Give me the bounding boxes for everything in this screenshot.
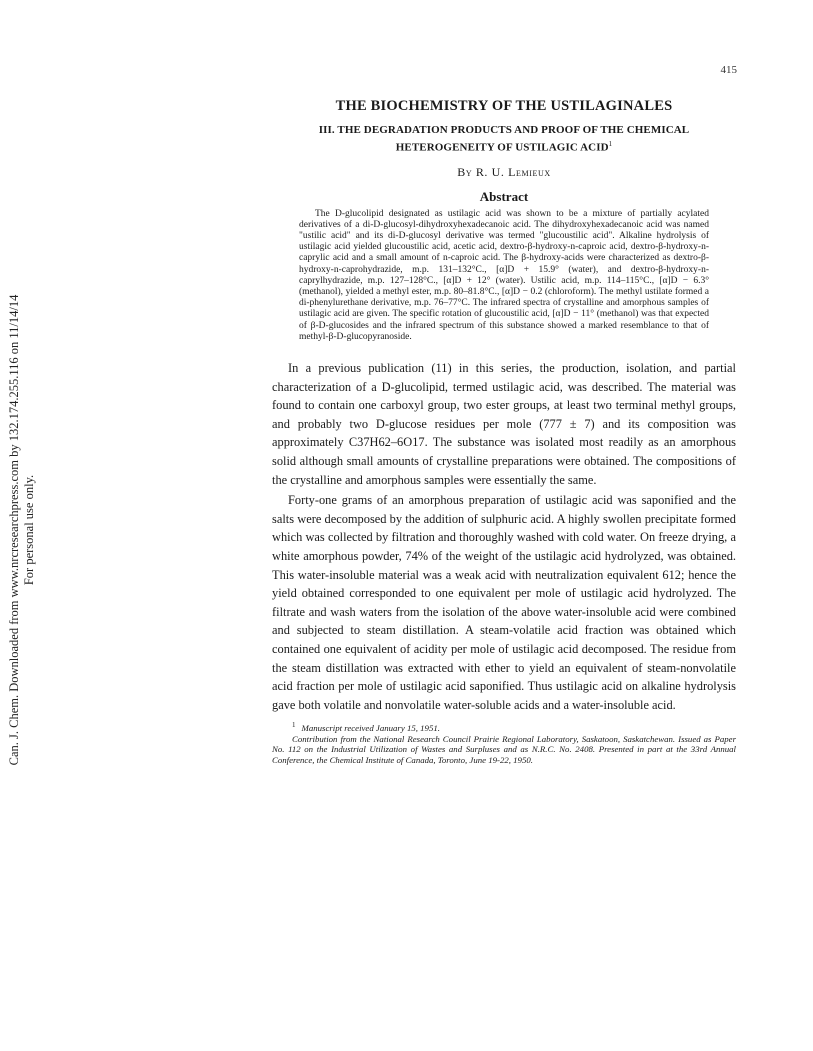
article-content: [272, 97, 736, 765]
side-note-line2: For personal use only.: [22, 474, 36, 586]
subtitle-line1: III. THE DEGRADATION PRODUCTS AND PROOF OF THE CHEMICAL: [318, 124, 690, 136]
body-paragraph-1: In a previous publication (11) in this series, the production, isolation, and partial characterization of a D-glucolipid, termed ustilagic acid, was described. The material was found to contain one carboxyl group, two ester groups, at least two terminal methyl groups, and probably two D-glucose residues per mole (777 ± 7) and its composition was approximately C37H62–6O17. The substance was isolated most readily as an amorphous solid although small amounts of crystalline preparations were obtained. The compositions of the crystalline and amorphous samples were essentially the same.: [272, 361, 736, 487]
footnote: [272, 720, 736, 765]
download-side-note: [6, 250, 38, 810]
footnote-line2: Contribution from the National Research Council Prairie Regional Laboratory, Saskatoon, Saskatchewan. Issued as Paper No. 112 on the Industrial Utilization of Wastes and Surpluses and as N.R.C. No. 2408. Presented in part at the 33rd Annual Conference, the Chemical Institute of Canada, Toronto, June 19-22, 1950.: [272, 733, 736, 765]
subtitle-line2: HETEROGENEITY OF USTILAGIC ACID: [395, 141, 609, 154]
article-title: THE BIOCHEMISTRY OF THE USTILAGINALES: [335, 98, 673, 114]
side-note-text: [7, 295, 37, 766]
page-number: 415: [720, 64, 737, 76]
footnote-mark: 1: [292, 721, 296, 730]
subtitle-footnote-mark: 1: [608, 140, 613, 148]
abstract-heading: Abstract: [479, 188, 529, 204]
author-line: By R. U. Lemieux: [457, 164, 551, 179]
article-subtitle: [272, 123, 736, 155]
body-paragraph-2: Forty-one grams of an amorphous preparation of ustilagic acid was saponified and the salts were decomposed by the addition of sulphuric acid. A highly swollen precipitate formed which was collected by filtration and thoroughly washed with cold water. On freeze drying, a white amorphous powder, 74% of the weight of the ustilagic acid hydrolyzed, was obtained. This water-insoluble material was a weak acid with neutralization equivalent 612; hence the yield obtained corresponded to one equivalent per mole of ustilagic acid hydrolyzed. The filtrate and wash waters from the isolation of the above water-insoluble acid were combined and subjected to steam distillation. A steam-volatile acid fraction was obtained which contained one equivalent of acidity per mole of ustilagic acid decomposed. The residue from the steam distillation was extracted with ether to yield an equivalent of steam-nonvolatile acid fraction per mole of ustilagic acid saponified. Thus ustilagic acid on alkaline hydrolysis gave both volatile and nonvolatile water-soluble acids and a water-insoluble acid.: [272, 493, 736, 712]
side-note-line1: Can. J. Chem. Downloaded from www.nrcresearchpress.com by 132.174.255.116 on 11/14/14: [7, 294, 21, 766]
abstract-text: The D-glucolipid designated as ustilagic acid was shown to be a mixture of partially acylated derivatives of a di-D-glucosyl-dihydroxyhexadecanoic acid. The dihydroxyhexadecanoic acid was named "ustilic acid" and its di-D-glucosyl derivative was termed "glucoustilic acid". Alkaline hydrolysis of ustilagic acid yielded glucoustilic acid, acetic acid, dextro-β-hydroxy-n-caproic acid, dextro-β-hydroxy-n-caprylic acid and a small amount of n-caproic acid. The β-hydroxy-acids were characterized as dextro-β-hydroxy-n-caprohydrazide, m.p. 131–132°C., [α]D + 15.9° (water), and dextro-β-hydroxy-n-caprylhydrazide, m.p. 127–128°C., [α]D + 12° (water). Ustilic acid, m.p. 114–115°C., [α]D − 6.3° (methanol), yielded a methyl ester, m.p. 80–81.8°C., [α]D − 0.2 (chloroform). The methyl ustilate formed a di-phenylurethane derivative, m.p. 76–77°C. The infrared spectra of crystalline and amorphous samples of ustilagic acid are given. The specific rotation of glucoustilic acid, [α]D − 11° (methanol) was that expected of β-D-glucosides and the infrared spectrum of this substance showed a marked resemblance to that of methyl-β-D-glucopyranoside.: [299, 208, 709, 342]
footnote-line1: Manuscript received January 15, 1951.: [301, 723, 440, 734]
